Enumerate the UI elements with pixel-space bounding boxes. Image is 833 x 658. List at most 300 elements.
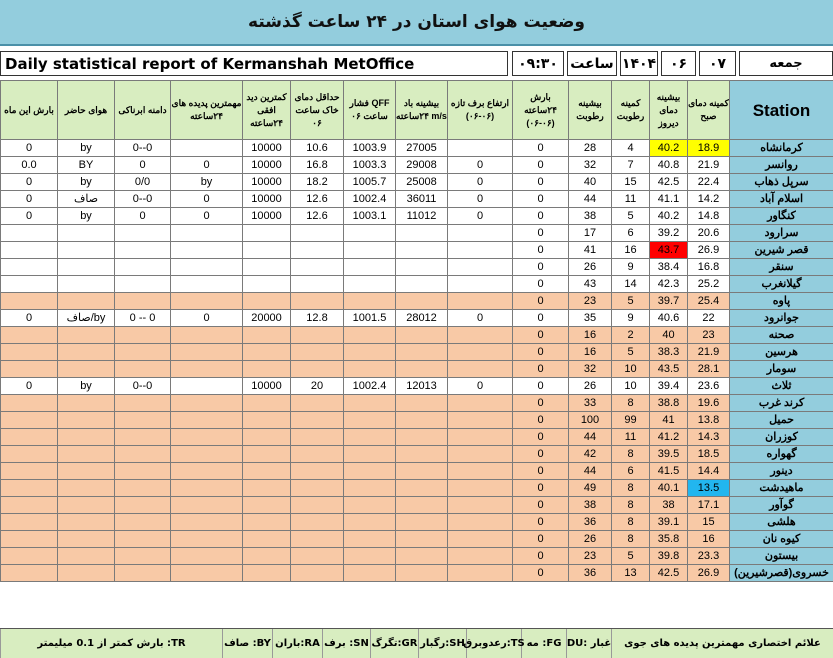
max-temp-cell: 42.3 [650,276,688,293]
max-temp-cell: 40.2 [650,208,688,225]
min-humidity-cell: 13 [612,565,650,582]
min-humidity-cell: 8 [612,395,650,412]
monthly-rain-cell: 0 [1,191,58,208]
visibility-cell [243,242,291,259]
soil-temp-cell [291,242,344,259]
min-humidity-cell: 9 [612,310,650,327]
min-temp-cell: 20.6 [688,225,730,242]
cloud-range-cell [115,293,171,310]
cloud-range-cell: 0 [115,157,171,174]
phenomena-cell: 0 [171,157,243,174]
phenomena-cell [171,293,243,310]
present-weather-cell [58,412,115,429]
max-wind-cell [396,344,448,361]
snow-height-cell: 0 [448,310,513,327]
legend-item: FG: مه [521,629,566,658]
monthly-rain-cell [1,293,58,310]
max-wind-cell: 29008 [396,157,448,174]
max-humidity-cell: 32 [569,157,612,174]
phenomena-cell: 0 [171,191,243,208]
soil-temp-cell [291,395,344,412]
min-temp-cell: 17.1 [688,497,730,514]
cloud-range-cell: 0--0 [115,140,171,157]
station-name: کیوه نان [730,531,833,548]
min-temp-cell: 23.3 [688,548,730,565]
qff-cell [344,565,396,582]
col-min-visibility: کمترین دید افقی ۲۴ساعته [243,81,291,140]
phenomena-cell [171,140,243,157]
monthly-rain-cell: 0 [1,140,58,157]
max-temp-cell: 35.8 [650,531,688,548]
col-max-temp: بیشینه دمای دیروز [650,81,688,140]
report-weekday: جمعه [739,51,833,76]
present-weather-cell [58,395,115,412]
table-row [1,225,833,242]
phenomena-cell [171,276,243,293]
min-humidity-cell: 10 [612,378,650,395]
min-temp-cell: 19.6 [688,395,730,412]
visibility-cell [243,497,291,514]
soil-temp-cell: 12.6 [291,208,344,225]
min-temp-cell: 25.2 [688,276,730,293]
cloud-range-cell [115,361,171,378]
table-row [1,531,833,548]
max-wind-cell [396,276,448,293]
snow-height-cell [448,497,513,514]
table-row [1,480,833,497]
max-humidity-cell: 32 [569,361,612,378]
monthly-rain-cell [1,327,58,344]
rain-24h-cell: 0 [513,531,569,548]
snow-height-cell [448,565,513,582]
min-temp-cell: 14.3 [688,429,730,446]
visibility-cell [243,259,291,276]
qff-cell [344,344,396,361]
min-humidity-cell: 8 [612,531,650,548]
monthly-rain-cell [1,225,58,242]
visibility-cell [243,412,291,429]
qff-cell: 1003.9 [344,140,396,157]
cloud-range-cell: 0 [115,208,171,225]
min-temp-cell: 16.8 [688,259,730,276]
qff-cell [344,259,396,276]
phenomena-cell [171,259,243,276]
soil-temp-cell [291,565,344,582]
phenomena-cell [171,327,243,344]
weather-table [0,80,833,582]
min-humidity-cell: 8 [612,514,650,531]
present-weather-cell [58,225,115,242]
min-temp-cell: 16 [688,531,730,548]
rain-24h-cell: 0 [513,259,569,276]
visibility-cell [243,514,291,531]
cloud-range-cell [115,225,171,242]
phenomena-cell: by [171,174,243,191]
qff-cell [344,242,396,259]
min-temp-cell: 18.9 [688,140,730,157]
rain-24h-cell: 0 [513,395,569,412]
snow-height-cell [448,361,513,378]
monthly-rain-cell [1,531,58,548]
cloud-range-cell [115,514,171,531]
rain-24h-cell: 0 [513,174,569,191]
qff-cell [344,531,396,548]
cloud-range-cell [115,259,171,276]
station-name: کوزران [730,429,833,446]
qff-cell: 1002.4 [344,378,396,395]
max-wind-cell: 28012 [396,310,448,327]
soil-temp-cell [291,412,344,429]
monthly-rain-cell [1,429,58,446]
visibility-cell [243,548,291,565]
station-name: کنگاور [730,208,833,225]
phenomena-cell [171,446,243,463]
present-weather-cell: by [58,208,115,225]
legend-item: SH:رگبار [418,629,466,658]
max-wind-cell [396,327,448,344]
min-temp-cell: 21.9 [688,344,730,361]
legend-title: علائم اختصاری مهمترین پدیده های جوی [611,629,833,658]
qff-cell [344,514,396,531]
min-temp-cell: 23 [688,327,730,344]
max-wind-cell [396,429,448,446]
monthly-rain-cell [1,463,58,480]
soil-temp-cell [291,225,344,242]
present-weather-cell: BY [58,157,115,174]
min-humidity-cell: 8 [612,497,650,514]
phenomena-cell [171,531,243,548]
phenomena-cell [171,514,243,531]
min-temp-cell: 14.8 [688,208,730,225]
qff-cell: 1002.4 [344,191,396,208]
visibility-cell: 10000 [243,378,291,395]
table-header-row [1,81,833,140]
soil-temp-cell: 12.6 [291,191,344,208]
min-humidity-cell: 5 [612,293,650,310]
cloud-range-cell [115,480,171,497]
max-wind-cell [396,225,448,242]
present-weather-cell [58,531,115,548]
table-row [1,242,833,259]
snow-height-cell [448,531,513,548]
max-temp-cell: 40 [650,327,688,344]
monthly-rain-cell [1,446,58,463]
table-row [1,412,833,429]
present-weather-cell: by [58,378,115,395]
present-weather-cell [58,463,115,480]
snow-height-cell [448,140,513,157]
present-weather-cell [58,565,115,582]
soil-temp-cell [291,531,344,548]
cloud-range-cell: 0--0 [115,378,171,395]
min-temp-cell: 22 [688,310,730,327]
max-wind-cell [396,497,448,514]
max-humidity-cell: 16 [569,344,612,361]
soil-temp-cell [291,293,344,310]
present-weather-cell [58,327,115,344]
present-weather-cell [58,446,115,463]
max-temp-cell: 40.2 [650,140,688,157]
phenomena-cell [171,361,243,378]
min-humidity-cell: 6 [612,463,650,480]
max-humidity-cell: 28 [569,140,612,157]
max-humidity-cell: 38 [569,497,612,514]
min-humidity-cell: 11 [612,191,650,208]
col-monthly-rain: بارش این ماه [1,81,58,140]
station-name: گهواره [730,446,833,463]
max-temp-cell: 39.4 [650,378,688,395]
max-wind-cell [396,242,448,259]
present-weather-cell [58,548,115,565]
report-month: ۰۶ [661,51,696,76]
qff-cell [344,548,396,565]
max-humidity-cell: 23 [569,293,612,310]
station-name: دینور [730,463,833,480]
present-weather-cell: by [58,174,115,191]
visibility-cell: 10000 [243,140,291,157]
visibility-cell [243,395,291,412]
phenomena-cell: 0 [171,310,243,327]
min-temp-cell: 14.4 [688,463,730,480]
visibility-cell [243,344,291,361]
col-cloud-range: دامنه ابرناکی [115,81,171,140]
table-row [1,344,833,361]
soil-temp-cell [291,429,344,446]
station-name: سومار [730,361,833,378]
station-name: بیستون [730,548,833,565]
col-min-temp: کمینه دمای صبح [688,81,730,140]
rain-24h-cell: 0 [513,565,569,582]
phenomena-cell [171,344,243,361]
snow-height-cell [448,412,513,429]
table-row [1,361,833,378]
max-humidity-cell: 23 [569,548,612,565]
max-humidity-cell: 17 [569,225,612,242]
visibility-cell [243,565,291,582]
phenomena-cell [171,225,243,242]
monthly-rain-cell [1,565,58,582]
max-humidity-cell: 100 [569,412,612,429]
rain-24h-cell: 0 [513,310,569,327]
station-name: پاوه [730,293,833,310]
rain-24h-cell: 0 [513,463,569,480]
qff-cell [344,327,396,344]
cloud-range-cell [115,429,171,446]
phenomena-cell [171,395,243,412]
legend-item: TS:رعدوبرق [466,629,521,658]
min-humidity-cell: 5 [612,344,650,361]
phenomena-cell: 0 [171,208,243,225]
qff-cell [344,361,396,378]
snow-height-cell [448,446,513,463]
present-weather-cell [58,276,115,293]
monthly-rain-cell [1,548,58,565]
rain-24h-cell: 0 [513,276,569,293]
present-weather-cell [58,344,115,361]
visibility-cell: 10000 [243,191,291,208]
max-wind-cell [396,531,448,548]
visibility-cell [243,361,291,378]
snow-height-cell: 0 [448,208,513,225]
min-temp-cell: 14.2 [688,191,730,208]
max-wind-cell [396,548,448,565]
min-temp-cell: 13.8 [688,412,730,429]
max-humidity-cell: 41 [569,242,612,259]
visibility-cell [243,276,291,293]
station-name: قصر شیرین [730,242,833,259]
min-humidity-cell: 5 [612,548,650,565]
table-row [1,548,833,565]
max-humidity-cell: 44 [569,191,612,208]
qff-cell [344,480,396,497]
qff-cell [344,429,396,446]
rain-24h-cell: 0 [513,497,569,514]
max-wind-cell: 12013 [396,378,448,395]
monthly-rain-cell [1,276,58,293]
max-temp-cell: 42.5 [650,174,688,191]
snow-height-cell [448,259,513,276]
soil-temp-cell: 18.2 [291,174,344,191]
max-wind-cell [396,463,448,480]
table-row [1,565,833,582]
max-temp-cell: 38 [650,497,688,514]
rain-24h-cell: 0 [513,327,569,344]
qff-cell [344,463,396,480]
present-weather-cell [58,480,115,497]
soil-temp-cell [291,344,344,361]
monthly-rain-cell: 0 [1,378,58,395]
max-humidity-cell: 40 [569,174,612,191]
station-name: سنقر [730,259,833,276]
cloud-range-cell [115,242,171,259]
qff-cell [344,412,396,429]
min-humidity-cell: 11 [612,429,650,446]
station-name: سرارود [730,225,833,242]
time-label: ساعت [567,51,617,76]
snow-height-cell: 0 [448,157,513,174]
rain-24h-cell: 0 [513,208,569,225]
table-row [1,174,833,191]
max-temp-cell: 41.2 [650,429,688,446]
cloud-range-cell [115,565,171,582]
snow-height-cell [448,463,513,480]
max-temp-cell: 38.4 [650,259,688,276]
min-humidity-cell: 7 [612,157,650,174]
soil-temp-cell [291,327,344,344]
soil-temp-cell [291,497,344,514]
table-row [1,378,833,395]
cloud-range-cell: 0/0 [115,174,171,191]
station-name: خسروی(قصرشیرین) [730,565,833,582]
max-humidity-cell: 38 [569,208,612,225]
max-temp-cell: 43.7 [650,242,688,259]
max-temp-cell: 41 [650,412,688,429]
table-row [1,191,833,208]
legend-item: TR: بارش کمتر از 0.1 میلیمتر [0,629,222,658]
max-wind-cell [396,361,448,378]
rain-24h-cell: 0 [513,446,569,463]
table-row [1,157,833,174]
qff-cell: 1003.3 [344,157,396,174]
visibility-cell [243,480,291,497]
max-humidity-cell: 44 [569,463,612,480]
station-name: حمیل [730,412,833,429]
min-humidity-cell: 10 [612,361,650,378]
max-temp-cell: 43.5 [650,361,688,378]
station-name: هرسین [730,344,833,361]
cloud-range-cell [115,395,171,412]
present-weather-cell [58,514,115,531]
phenomena-cell [171,480,243,497]
col-phenomena: مهمترین پدیده های ۲۴ساعته [171,81,243,140]
monthly-rain-cell: 0 [1,174,58,191]
min-humidity-cell: 14 [612,276,650,293]
col-present-weather: هوای حاضر [58,81,115,140]
qff-cell: 1001.5 [344,310,396,327]
snow-height-cell [448,242,513,259]
visibility-cell [243,429,291,446]
present-weather-cell [58,242,115,259]
phenomena-cell [171,548,243,565]
table-row [1,463,833,480]
max-wind-cell [396,293,448,310]
max-wind-cell: 25008 [396,174,448,191]
soil-temp-cell [291,480,344,497]
min-temp-cell: 18.5 [688,446,730,463]
max-wind-cell [396,395,448,412]
monthly-rain-cell [1,412,58,429]
max-wind-cell: 36011 [396,191,448,208]
min-humidity-cell: 5 [612,208,650,225]
soil-temp-cell: 20 [291,378,344,395]
table-row [1,259,833,276]
max-humidity-cell: 36 [569,565,612,582]
snow-height-cell: 0 [448,191,513,208]
page-title: وضعیت هوای استان در ۲۴ ساعت گذشته [0,0,833,46]
station-name: کرند غرب [730,395,833,412]
col-min-soil-temp: حداقل دمای خاک ساعت ۰۶ [291,81,344,140]
phenomena-cell [171,242,243,259]
snow-height-cell [448,514,513,531]
snow-height-cell [448,480,513,497]
legend-item: SN: برف [322,629,370,658]
phenomena-cell [171,378,243,395]
min-temp-cell: 21.9 [688,157,730,174]
snow-height-cell [448,429,513,446]
monthly-rain-cell [1,480,58,497]
snow-height-cell [448,344,513,361]
rain-24h-cell: 0 [513,429,569,446]
monthly-rain-cell: 0 [1,208,58,225]
max-humidity-cell: 43 [569,276,612,293]
soil-temp-cell: 16.8 [291,157,344,174]
qff-cell [344,446,396,463]
max-wind-cell [396,514,448,531]
monthly-rain-cell: 0.0 [1,157,58,174]
rain-24h-cell: 0 [513,191,569,208]
max-temp-cell: 40.6 [650,310,688,327]
visibility-cell [243,463,291,480]
monthly-rain-cell [1,361,58,378]
table-row [1,276,833,293]
cloud-range-cell [115,463,171,480]
monthly-rain-cell [1,395,58,412]
phenomena-cell [171,429,243,446]
cloud-range-cell [115,497,171,514]
max-wind-cell [396,480,448,497]
max-humidity-cell: 42 [569,446,612,463]
qff-cell [344,225,396,242]
